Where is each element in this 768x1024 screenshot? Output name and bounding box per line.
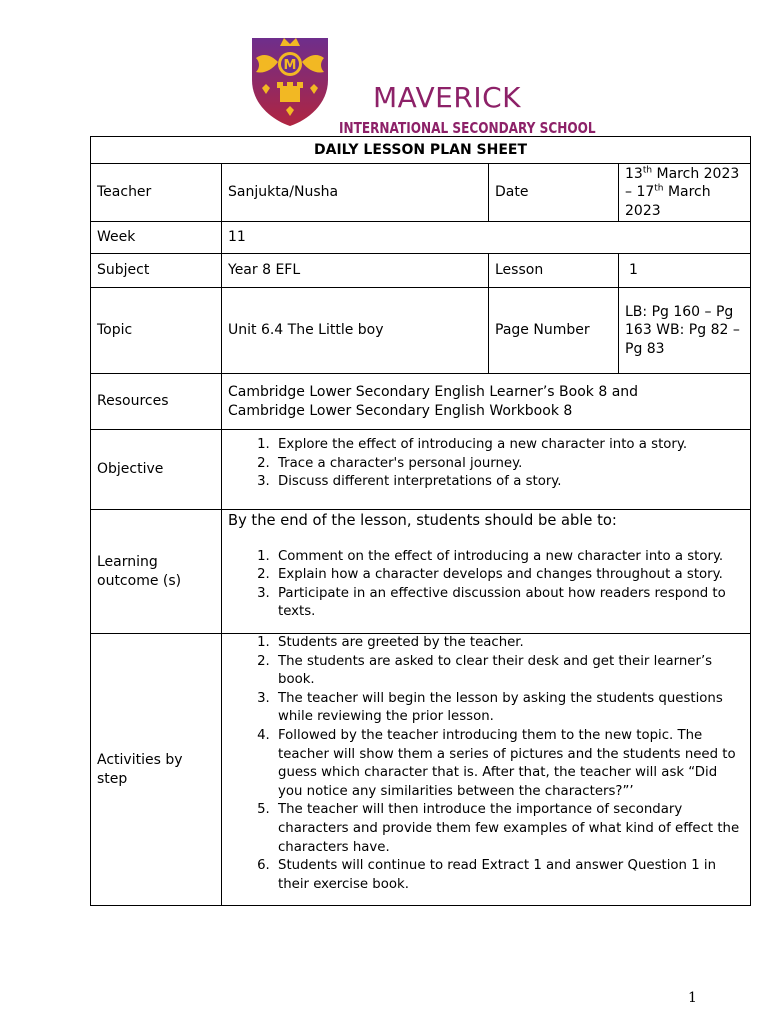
school-subtitle: INTERNATIONAL SECONDARY SCHOOL — [339, 119, 596, 137]
resources-line-1: Cambridge Lower Secondary English Learner’s Book 8 and — [228, 383, 639, 400]
page-number-label: Page Number — [489, 288, 619, 374]
resources-label: Resources — [91, 374, 222, 430]
teacher-row — [91, 164, 751, 222]
date-label: Date — [489, 164, 619, 222]
topic-label: Topic — [91, 288, 222, 374]
date-value: 13th March 2023 – 17th March 2023 — [619, 164, 751, 222]
activities-row — [91, 634, 751, 906]
teacher-value: Sanjukta/Nusha — [222, 164, 489, 222]
svg-text:M: M — [283, 58, 297, 73]
objective-list-cell — [222, 430, 751, 510]
list-item: 3. The teacher will begin the lesson by asking the students questions while reviewing the prior lesson. — [274, 690, 744, 727]
sheet-title: DAILY LESSON PLAN SHEET — [91, 137, 751, 164]
week-value: 11 — [222, 222, 751, 254]
outcome-list — [228, 548, 744, 622]
resources-value — [222, 374, 751, 430]
outcome-intro: By the end of the lesson, students should be able to: — [228, 512, 617, 529]
outcome-row — [91, 510, 751, 634]
list-item: 1. Comment on the effect of introducing a new character into a story. — [274, 548, 744, 567]
lesson-plan-table — [90, 136, 751, 906]
list-item: 3. Participate in an effective discussion about how readers respond to texts. — [274, 585, 744, 622]
resources-line-2: Cambridge Lower Secondary English Workbook 8 — [228, 402, 573, 419]
activities-label: Activities by step — [91, 634, 222, 906]
topic-value: Unit 6.4 The Little boy — [222, 288, 489, 374]
list-item: 5. The teacher will then introduce the importance of secondary characters and provide them few examples of what kind of effect the characters have. — [274, 801, 744, 857]
list-item: 3. Discuss different interpretations of a story. — [274, 473, 744, 492]
subject-value: Year 8 EFL — [222, 254, 489, 288]
school-header — [246, 32, 606, 137]
subject-row — [91, 254, 751, 288]
page-number-value: LB: Pg 160 – Pg 163 WB: Pg 82 – Pg 83 — [619, 288, 751, 374]
lesson-value: 1 — [619, 254, 751, 288]
objective-list — [228, 436, 744, 492]
outcome-label: Learning outcome (s) — [91, 510, 222, 634]
teacher-label: Teacher — [91, 164, 222, 222]
title-row — [91, 137, 751, 164]
school-name: MAVERICK — [373, 81, 521, 114]
week-label: Week — [91, 222, 222, 254]
list-item: 2. Trace a character's personal journey. — [274, 455, 744, 474]
resources-row — [91, 374, 751, 430]
objective-label: Objective — [91, 430, 222, 510]
school-crest-icon — [246, 32, 334, 128]
topic-row — [91, 288, 751, 374]
list-item: 6. Students will continue to read Extract 1 and answer Question 1 in their exercise book. — [274, 857, 744, 894]
lesson-label: Lesson — [489, 254, 619, 288]
list-item: 4. Followed by the teacher introducing them to the new topic. The teacher will show them a series of pictures and the students need to guess which character that is. After that, the teacher will ask “Did you notice any similarities between the characters?”’ — [274, 727, 744, 801]
page-number: 1 — [688, 990, 697, 1006]
objective-row — [91, 430, 751, 510]
list-item: 2. The students are asked to clear their desk and get their learner’s book. — [274, 653, 744, 690]
list-item: 2. Explain how a character develops and changes throughout a story. — [274, 566, 744, 585]
activities-list-cell — [222, 634, 751, 906]
outcome-list-cell — [222, 510, 751, 634]
list-item: 1. Students are greeted by the teacher. — [274, 634, 744, 653]
list-item: 1. Explore the effect of introducing a new character into a story. — [274, 436, 744, 455]
week-row — [91, 222, 751, 254]
activities-list — [228, 634, 744, 894]
subject-label: Subject — [91, 254, 222, 288]
